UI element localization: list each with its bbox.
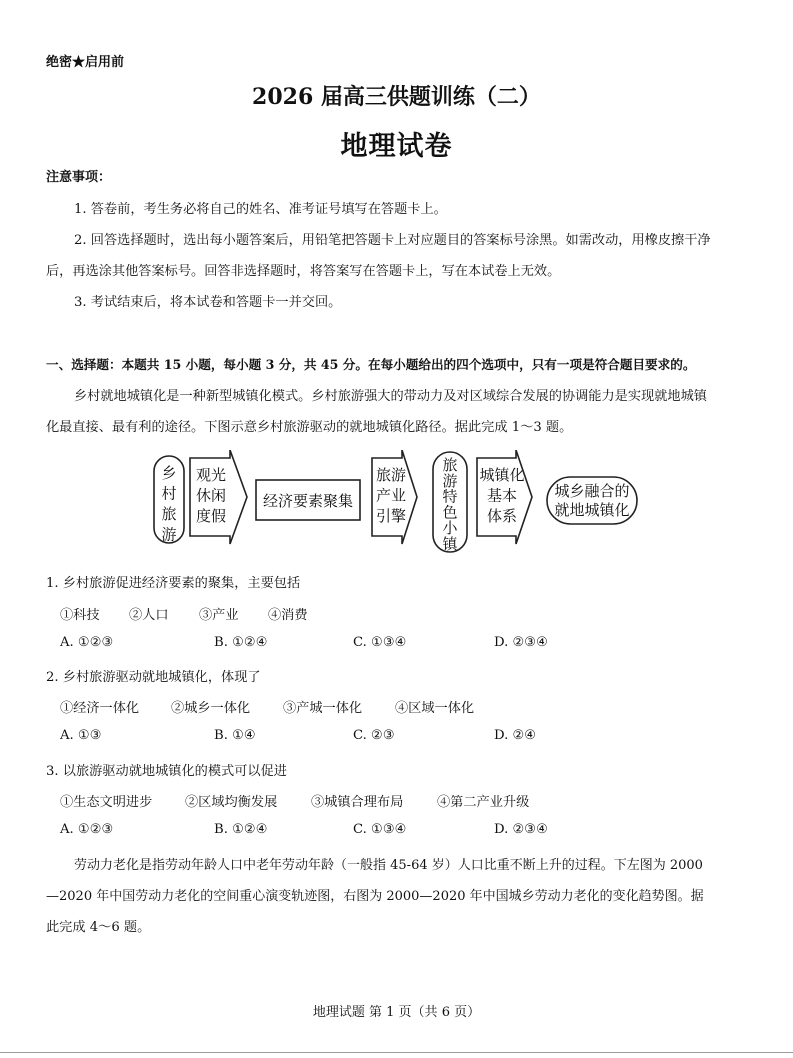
node-label-tourism-industry: 旅游产业引擎 bbox=[375, 466, 407, 525]
passage1-line-1: 乡村就地城镇化是一种新型城镇化模式。乡村旅游强大的带动力及对区域综合发展的协调能力是实现就地城镇 bbox=[74, 389, 707, 404]
question-3-stem: 3. 以旅游驱动就地城镇化的模式可以促进 bbox=[46, 764, 287, 779]
q1-item-1: ①科技 bbox=[60, 608, 100, 623]
q2-option-c[interactable]: C. ②③ bbox=[353, 728, 395, 743]
node-label-economic-gathering: 经济要素聚集 bbox=[262, 492, 354, 510]
q3-item-4: ④第二产业升级 bbox=[437, 795, 530, 810]
q3-item-3: ③城镇合理布局 bbox=[311, 795, 404, 810]
secret-label: 绝密★启用前 bbox=[46, 55, 125, 70]
q1-item-3: ③产业 bbox=[199, 608, 239, 623]
q1-option-b[interactable]: B. ①②④ bbox=[214, 635, 268, 650]
bottom-rule bbox=[0, 1052, 793, 1053]
urbanization-path-diagram bbox=[150, 450, 642, 556]
q1-option-a[interactable]: A. ①②③ bbox=[60, 635, 114, 650]
page-footer: 地理试题 第 1 页（共 6 页） bbox=[312, 1005, 481, 1020]
node-label-tourism-town: 旅游特色小镇 bbox=[442, 456, 458, 553]
q2-option-d[interactable]: D. ②④ bbox=[494, 728, 537, 743]
q2-item-1: ①经济一体化 bbox=[60, 701, 140, 716]
question-1-stem: 1. 乡村旅游促进经济要素的聚集，主要包括 bbox=[46, 576, 301, 591]
q3-option-d[interactable]: D. ②③④ bbox=[494, 822, 548, 837]
q3-option-a[interactable]: A. ①②③ bbox=[60, 822, 114, 837]
notice-heading: 注意事项： bbox=[46, 170, 112, 185]
q2-option-a[interactable]: A. ①③ bbox=[60, 728, 102, 743]
q3-item-2: ②区域均衡发展 bbox=[185, 795, 278, 810]
q1-item-4: ④消费 bbox=[268, 608, 308, 623]
notice-item-2: 2. 回答选择题时，选出每小题答案后，用铅笔把答题卡上对应题目的答案标号涂黑。如需改动，用橡皮擦干净 bbox=[74, 233, 711, 248]
q2-item-2: ②城乡一体化 bbox=[171, 701, 251, 716]
notice-item-2-cont: 后，再选涂其他答案标号。回答非选择题时，将答案写在答题卡上，写在本试卷上无效。 bbox=[46, 264, 561, 279]
q2-option-b[interactable]: B. ①④ bbox=[214, 728, 256, 743]
passage2-line-3: 此完成 4～6 题。 bbox=[46, 920, 151, 935]
passage1-line-2: 化最直接、最有利的途径。下图示意乡村旅游驱动的就地城镇化路径。据此完成 1～3 题。 bbox=[46, 420, 573, 435]
q3-option-c[interactable]: C. ①③④ bbox=[353, 822, 407, 837]
passage2-line-1: 劳动力老化是指劳动年龄人口中老年劳动年龄（一般指 45-64 岁）人口比重不断上升的过程。下左图为 2000 bbox=[74, 858, 703, 873]
node-label-sightseeing: 观光休闲度假 bbox=[195, 466, 227, 525]
node-label-urbanization-system: 城镇化基本体系 bbox=[479, 466, 525, 525]
passage2-line-2: —2020 年中国劳动力老化的空间重心演变轨迹图，右图为 2000—2020 年中国城乡劳动力老化的变化趋势图。据 bbox=[46, 889, 704, 904]
q2-item-3: ③产城一体化 bbox=[283, 701, 363, 716]
section-heading: 一、选择题：本题共 15 小题，每小题 3 分，共 45 分。在每小题给出的四个选项中，只有一项是符合题目要求的。 bbox=[46, 357, 696, 372]
q3-option-b[interactable]: B. ①②④ bbox=[214, 822, 268, 837]
node-label-integrated-urbanization: 城乡融合的就地城镇化 bbox=[554, 482, 630, 519]
question-2-stem: 2. 乡村旅游驱动就地城镇化，体现了 bbox=[46, 670, 261, 685]
notice-item-3: 3. 考试结束后，将本试卷和答题卡一并交回。 bbox=[74, 295, 342, 310]
q2-item-4: ④区域一体化 bbox=[395, 701, 475, 716]
q1-option-d[interactable]: D. ②③④ bbox=[494, 635, 548, 650]
exam-subtitle: 地理试卷 bbox=[340, 131, 453, 162]
notice-item-1: 1. 答卷前，考生务必将自己的姓名、准考证号填写在答题卡上。 bbox=[74, 202, 447, 217]
q1-item-2: ②人口 bbox=[129, 608, 169, 623]
q3-item-1: ①生态文明进步 bbox=[60, 795, 153, 810]
exam-title: 2026 届高三供题训练（二） bbox=[252, 84, 541, 110]
node-label-rural-tourism: 乡村旅游 bbox=[161, 464, 177, 544]
q1-option-c[interactable]: C. ①③④ bbox=[353, 635, 407, 650]
